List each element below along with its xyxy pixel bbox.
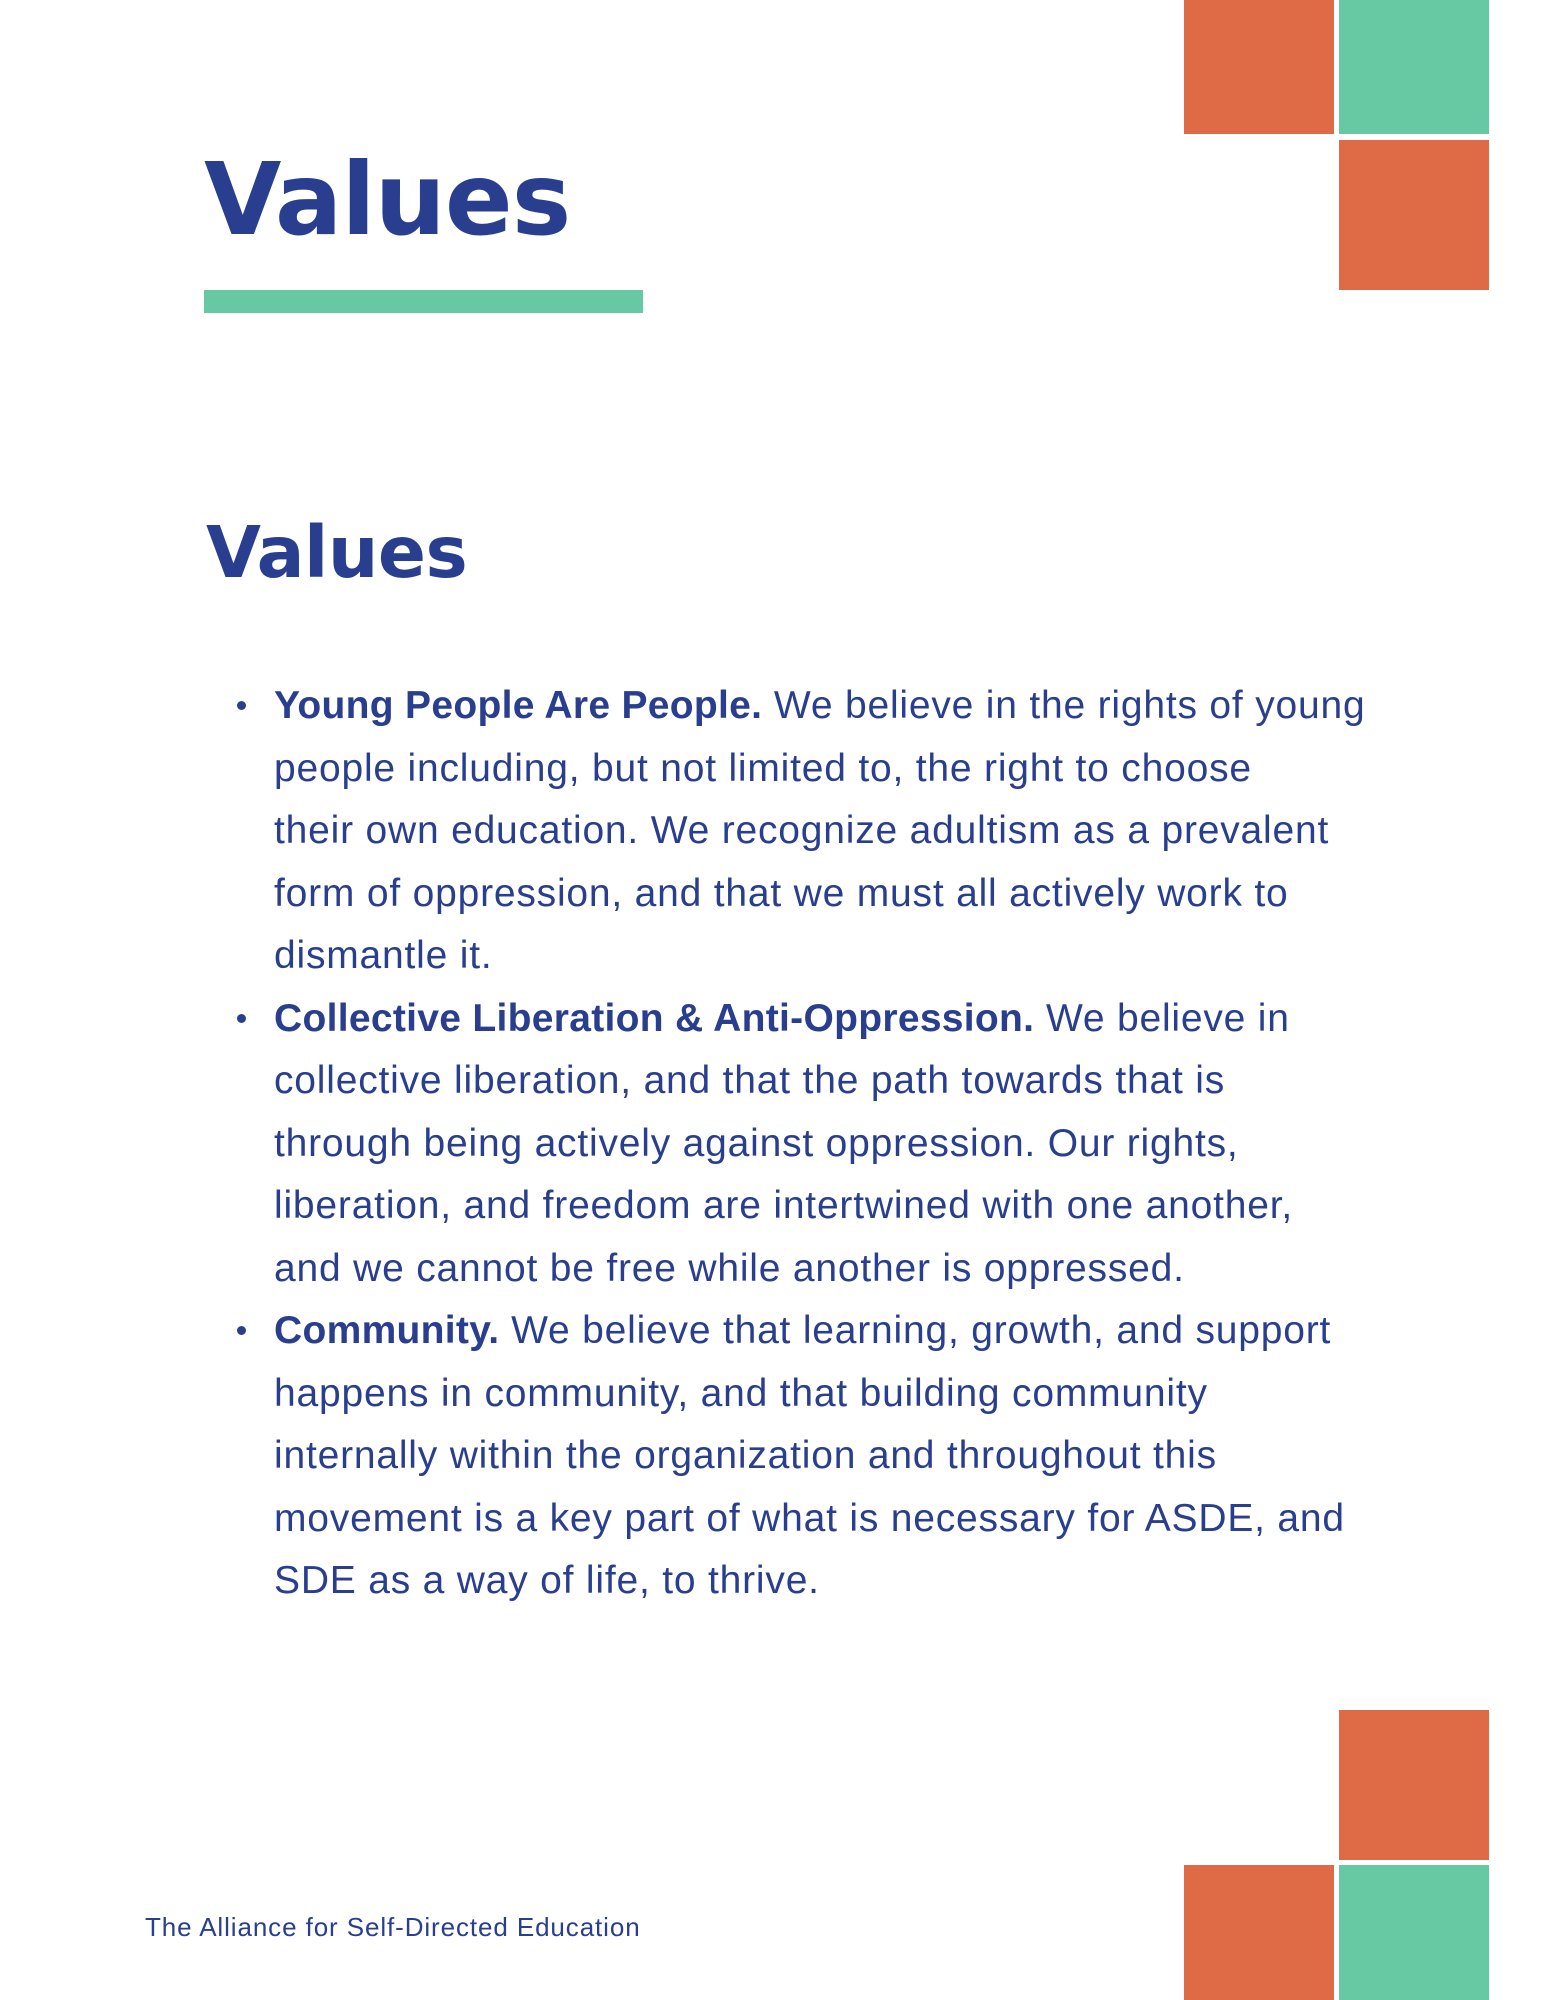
value-text: We believe that learning, growth, and support <box>499 1309 1332 1352</box>
value-line <box>274 675 1380 738</box>
value-line: collective liberation, and that the path towards that is <box>274 1059 1225 1102</box>
value-line: and we cannot be free while another is oppressed. <box>274 1246 1185 1290</box>
value-line: through being actively against oppression. Our rights, <box>274 1121 1239 1165</box>
value-line: liberation, and freedom are intertwined with one another, <box>274 1184 1294 1227</box>
footer-organization-name: The Alliance for Self-Directed Education <box>145 1912 641 1942</box>
value-title: Community. <box>274 1309 500 1352</box>
value-title: Young People Are People. <box>274 684 763 727</box>
value-line: people including, but not limited to, the right to choose <box>274 746 1252 790</box>
decor-block-bottom-green <box>1339 1865 1489 2000</box>
bullet-icon <box>237 1326 246 1335</box>
value-line: their own education. We recognize adultism as a prevalent <box>274 809 1330 852</box>
value-title: Collective Liberation & Anti-Oppression. <box>274 996 1035 1040</box>
bullet-icon <box>237 1014 246 1023</box>
decor-block-top-orange-left <box>1184 0 1334 134</box>
value-item-collective-liberation <box>230 988 1380 1301</box>
title-underline <box>204 290 643 313</box>
value-line: form of oppression, and that we must all actively work to <box>274 871 1289 915</box>
page-title: Values <box>204 141 571 258</box>
value-item-community <box>230 1300 1380 1613</box>
value-line: movement is a key part of what is necessary for ASDE, and <box>274 1496 1345 1540</box>
decor-block-bottom-orange-upper <box>1339 1710 1489 1860</box>
bullet-icon <box>237 701 246 710</box>
value-line: internally within the organization and throughout this <box>274 1434 1217 1477</box>
values-list <box>230 675 1380 1613</box>
value-text: We believe in <box>1034 996 1290 1040</box>
decor-block-top-green <box>1339 0 1489 134</box>
value-item-young-people <box>230 675 1380 988</box>
value-line: dismantle it. <box>274 934 493 977</box>
decor-block-top-orange-lower <box>1339 140 1489 290</box>
value-line <box>274 988 1380 1051</box>
value-line <box>274 1300 1380 1363</box>
value-text: We believe in the rights of young <box>762 684 1366 727</box>
section-heading: Values <box>206 511 468 594</box>
decor-block-bottom-orange-left <box>1184 1865 1334 2000</box>
value-line: SDE as a way of life, to thrive. <box>274 1559 820 1602</box>
value-line: happens in community, and that building community <box>274 1371 1208 1415</box>
